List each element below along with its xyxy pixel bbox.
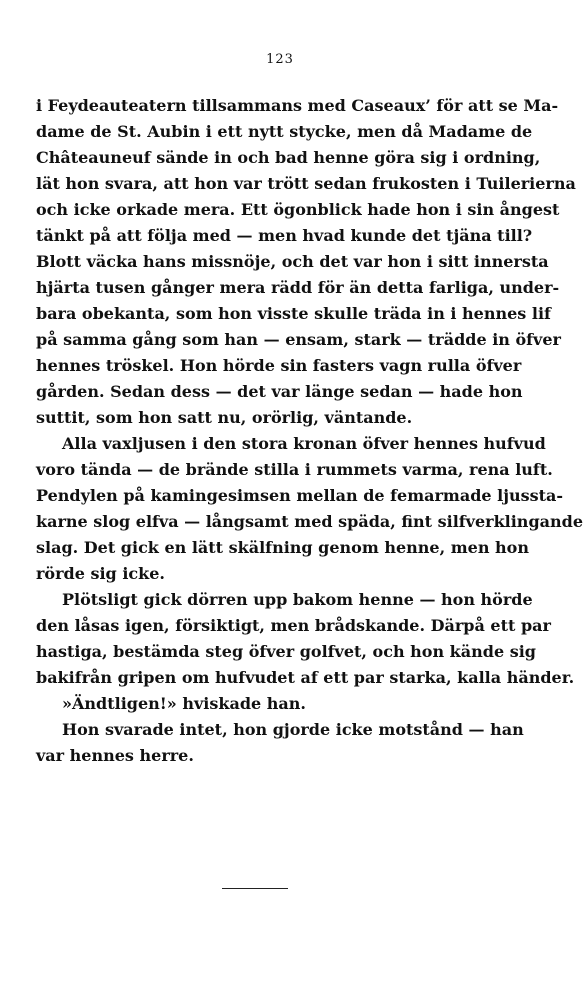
- text-line: voro tända — de brände stilla i rummets varma, rena luft.: [36, 460, 553, 479]
- text-line: Alla vaxljusen i den stora kronan öfver hennes hufvud: [62, 434, 546, 453]
- text-line: bakifrån gripen om hufvudet af ett par starka, kalla händer.: [36, 668, 575, 687]
- text-line: »Ändtligen!» hviskade han.: [62, 694, 306, 713]
- text-line: hjärta tusen gånger mera rädd för än detta farliga, under-: [36, 278, 560, 297]
- text-line: suttit, som hon satt nu, orörlig, väntande.: [36, 408, 413, 427]
- text-line: Châteauneuf sände in och bad henne göra sig i ordning,: [36, 148, 541, 167]
- text-line: gården. Sedan dess — det var länge sedan — hade hon: [36, 382, 523, 401]
- text-line: bara obekanta, som hon visste skulle träda in i hennes lif: [36, 304, 551, 323]
- text-line: den låsas igen, försiktigt, men brådskande. Därpå ett par: [36, 616, 551, 635]
- text-line: och icke orkade mera. Ett ögonblick hade hon i sin ångest: [36, 200, 560, 219]
- text-line: Plötsligt gick dörren upp bakom henne — hon hörde: [62, 590, 533, 609]
- body-text: [36, 93, 583, 769]
- text-line: karne slog elfva — långsamt med späda, fint silfverklingande: [36, 512, 583, 531]
- text-line: på samma gång som han — ensam, stark — trädde in öfver: [36, 330, 561, 349]
- section-end-rule: [222, 888, 288, 889]
- text-line: dame de St. Aubin i ett nytt stycke, men då Madame de: [36, 122, 533, 141]
- text-line: Pendylen på kamingesimsen mellan de femarmade ljussta-: [36, 486, 564, 505]
- text-line: lät hon svara, att hon var trött sedan frukosten i Tuilerierna: [36, 174, 576, 193]
- text-line: tänkt på att följa med — men hvad kunde det tjäna till?: [36, 226, 533, 245]
- text-line: hastiga, bestämda steg öfver golfvet, och hon kände sig: [36, 642, 536, 661]
- text-line: Hon svarade intet, hon gjorde icke motstånd — han: [62, 720, 524, 739]
- text-line: slag. Det gick en lätt skälfning genom henne, men hon: [36, 538, 529, 557]
- text-line: hennes tröskel. Hon hörde sin fasters vagn rulla öfver: [36, 356, 522, 375]
- text-line: Blott väcka hans missnöje, och det var hon i sitt innersta: [36, 252, 549, 271]
- text-line: rörde sig icke.: [36, 564, 165, 583]
- text-line: i Feydeauteatern tillsammans med Caseaux’ för att se Ma-: [36, 96, 559, 115]
- page-number: 123: [266, 52, 294, 67]
- text-line: var hennes herre.: [36, 746, 194, 765]
